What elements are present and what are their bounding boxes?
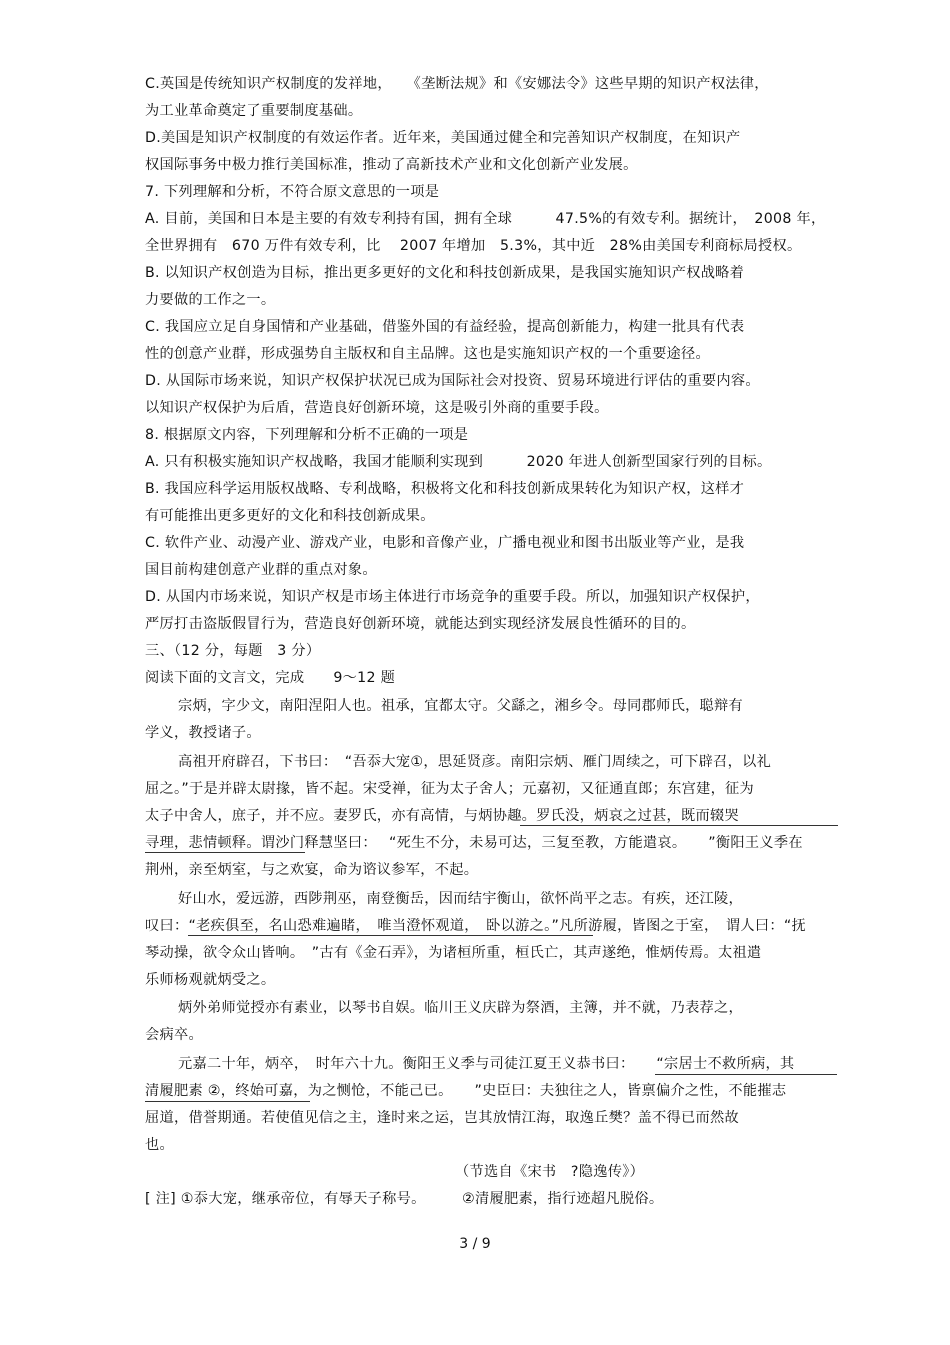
text-line: 力要做的工作之一。	[145, 292, 276, 308]
text-line: 国目前构建创意产业群的重点对象。	[145, 562, 377, 578]
text-line: 以知识产权保护为后盾，营造良好创新环境，这是吸引外商的重要手段。	[145, 400, 609, 416]
text-line: A. 目前，美国和日本是主要的有效专利持有国，拥有全球 47.5%的有效专利。据统计， 2008 年，	[145, 211, 826, 227]
passage-line: 叹曰：“老疾俱至，名山恐难遍睹， 唯当澄怀观道， 卧以游之。”凡所游履，皆图之于室， 谓人曰：“抚	[145, 918, 806, 934]
text-line: 为工业革命奠定了重要制度基础。	[145, 103, 363, 119]
passage-line: 清履肥素 ②，终始可嘉，为之恻怆，不能己已。 ”史臣曰：夫独往之人，皆禀偏介之性，不能摧志	[145, 1083, 787, 1099]
passage-line: 高祖开府辟召，下书曰： “吾忝大宠①，思延贤彦。南阳宗炳、雁门周续之，可下辟召，以礼	[178, 754, 772, 770]
passage-line: 也。	[145, 1137, 174, 1153]
passage-line: 炳外弟师觉授亦有素业，以琴书自娱。临川王义庆辟为祭酒，主簿，并不就，乃表荐之，	[178, 1000, 744, 1016]
text-line: C. 软件产业、动漫产业、游戏产业，电影和音像产业，广播电视业和图书出版业等产业，是我	[145, 535, 745, 551]
text-line: C.英国是传统知识产权制度的发祥地， 《垄断法规》和《安娜法令》这些早期的知识产权法律，	[145, 76, 769, 92]
text-line: 有可能推出更多更好的文化和科技创新成果。	[145, 508, 435, 524]
text-line: B. 以知识产权创造为目标，推出更多更好的文化和科技创新成果，是我国实施知识产权战略着	[145, 265, 745, 281]
instruction-line: 阅读下面的文言文，完成 9～12 题	[145, 670, 396, 686]
passage-line: 琴动操，欲令众山皆响。 ”古有《金石弄》，为诸桓所重，桓氏亡，其声遂绝，惟炳传焉。太祖遣	[145, 945, 762, 961]
text-line: 全世界拥有 670 万件有效专利，比 2007 年增加 5.3%，其中近 28%由美国专利商标局授权。	[145, 238, 802, 254]
passage-line: 元嘉二十年，炳卒， 时年六十九。衡阳王义季与司徒江夏王义恭书曰： “宗居士不救所病，其	[178, 1056, 795, 1072]
text-line: 权国际事务中极力推行美国标准，推动了高新技术产业和文化创新产业发展。	[145, 157, 638, 173]
underline	[520, 825, 838, 826]
text-line: B. 我国应科学运用版权战略、专利战略，积极将文化和科技创新成果转化为知识产权，这样才	[145, 481, 745, 497]
text-line: 严厉打击盗版假冒行为，营造良好创新环境，就能达到实现经济发展良性循环的目的。	[145, 616, 696, 632]
passage-line: 学义，教授诸子。	[145, 725, 261, 741]
annotation-note: [ 注] ①忝大宠，继承帝位，有辱天子称号。 ②清履肥素，指行迹超凡脱俗。	[145, 1191, 664, 1207]
question-heading: 7. 下列理解和分析，不符合原文意思的一项是	[145, 184, 440, 200]
text-line: 性的创意产业群，形成强势自主版权和自主品牌。这也是实施知识产权的一个重要途径。	[145, 346, 711, 362]
page-number: 3 / 9	[459, 1236, 491, 1252]
question-heading: 8. 根据原文内容，下列理解和分析不正确的一项是	[145, 427, 469, 443]
underline	[188, 935, 593, 936]
passage-line: 乐师杨观就炳受之。	[145, 972, 276, 988]
passage-line: 宗炳，字少文，南阳涅阳人也。祖承，宜都太守。父繇之，湘乡令。母同郡师氏，聪辩有	[178, 698, 744, 714]
passage-line: 好山水，爱远游，西陟荆巫，南登衡岳，因而结宇衡山，欲怀尚平之志。有疾，还江陵，	[178, 891, 744, 907]
underline	[655, 1074, 837, 1075]
section-heading: 三、（12 分，每题 3 分）	[145, 643, 321, 659]
passage-line: 荆州，亲至炳室，与之欢宴，命为谘议参军，不起。	[145, 862, 479, 878]
passage-line: 寻理，悲情顿释。谓沙门释慧坚曰： “死生不分，未易可达，三复至教，方能遣哀。 ”衡阳王义季在	[145, 835, 803, 851]
passage-line: 屈之。”于是并辟太尉掾，皆不起。宋受禅，征为太子舍人；元嘉初，又征通直郎；东宫建，征为	[145, 781, 755, 797]
text-line: D. 从国际市场来说，知识产权保护状况已成为国际社会对投资、贸易环境进行评估的重要内容。	[145, 373, 760, 389]
passage-line: 太子中舍人，庶子，并不应。妻罗氏，亦有高情，与炳协趣。罗氏没，炳哀之过甚，既而辍哭	[145, 808, 739, 824]
passage-line: 屈道，借誉期通。若使值见信之主，逢时来之运，岂其放情江海，取逸丘樊？盖不得已而然故	[145, 1110, 739, 1126]
passage-line: 会病卒。	[145, 1027, 203, 1043]
underline	[145, 1101, 310, 1102]
text-line: A. 只有积极实施知识产权战略，我国才能顺利实现到 2020 年进人创新型国家行列的目标。	[145, 454, 772, 470]
text-line: D. 从国内市场来说，知识产权是市场主体进行市场竞争的重要手段。所以，加强知识产权保护，	[145, 589, 760, 605]
text-line: D.美国是知识产权制度的有效运作者。近年来，美国通过健全和完善知识产权制度，在知识产	[145, 130, 741, 146]
text-line: C. 我国应立足自身国情和产业基础，借鉴外国的有益经验，提高创新能力，构建一批具有代表	[145, 319, 745, 335]
underline	[145, 852, 305, 853]
source-citation: （节选自《宋书 ?隐逸传》）	[455, 1164, 645, 1180]
